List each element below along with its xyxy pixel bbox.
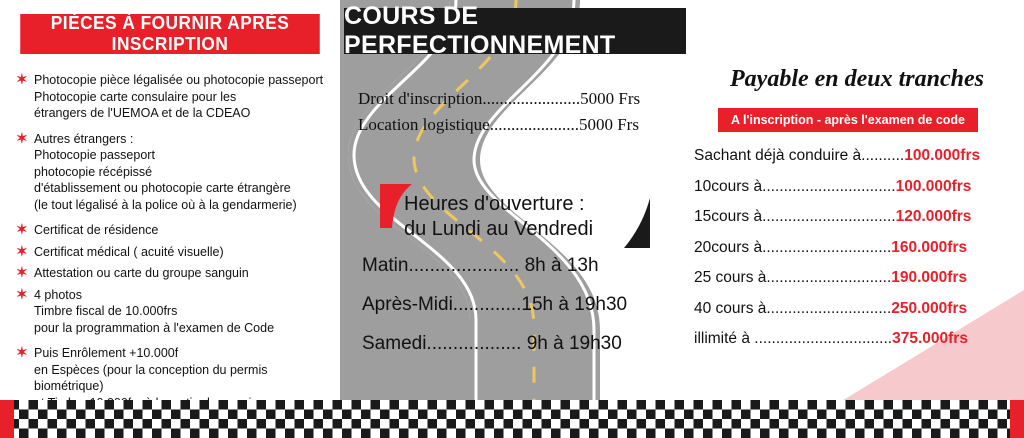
item-line: Photocopie passeport xyxy=(34,148,155,162)
star-icon: ✶ xyxy=(16,221,28,237)
price-amount: 190.000frs xyxy=(891,269,968,286)
item-line: Photocopie pièce légalisée ou photocopie passeport xyxy=(34,73,324,87)
item-line: Timbre fiscal de 10.000frs xyxy=(34,304,178,318)
middle-header: COURS DE PERFECTIONNEMENT xyxy=(344,8,686,54)
list-item xyxy=(16,131,332,214)
price-list xyxy=(694,148,1018,362)
hours-row: Samedi.................. 9h à 19h30 xyxy=(362,332,622,354)
right-subtitle: Payable en deux tranches xyxy=(730,66,984,92)
hours-row: Matin..................... 8h à 13h xyxy=(362,255,599,276)
item-line: Certificat médical ( acuité visuelle) xyxy=(34,244,224,259)
footer-left-red-cap xyxy=(0,400,14,438)
price-label: 20cours à.............................. xyxy=(694,238,892,256)
item-line: Certificat de résidence xyxy=(34,223,159,237)
star-icon: ✶ xyxy=(16,285,28,302)
price-amount: 250.000frs xyxy=(891,299,968,317)
item-line: pour la programmation à l'examen de Code xyxy=(34,320,275,335)
left-requirements-list xyxy=(16,72,332,420)
item-line: photocopie récépissé xyxy=(34,164,153,179)
fees-list xyxy=(358,86,688,137)
price-label: illimité à ................................ xyxy=(694,330,893,347)
item-line: 4 photos xyxy=(34,287,82,302)
checkered-footer xyxy=(0,400,1024,438)
price-row xyxy=(694,331,1018,347)
star-icon: ✶ xyxy=(16,71,28,87)
item-line: d'établissement ou photocopie carte étrangère xyxy=(34,181,291,195)
opening-hours-list xyxy=(362,256,682,373)
item-line: Autres étrangers : xyxy=(34,131,134,146)
price-row xyxy=(694,148,1018,164)
price-label: 10cours à............................... xyxy=(694,177,896,195)
hours-title-line-1: Heures d'ouverture : xyxy=(404,193,585,215)
hours-title-line-2: du Lundi au Vendredi xyxy=(404,218,594,240)
price-label: 15cours à............................... xyxy=(694,208,896,225)
price-amount: 160.000frs xyxy=(891,238,968,256)
price-row xyxy=(694,301,1018,317)
footer-right-red-cap xyxy=(1010,400,1024,438)
price-amount: 375.000frs xyxy=(892,330,968,347)
star-icon: ✶ xyxy=(16,242,28,259)
price-row xyxy=(694,240,1018,256)
price-row xyxy=(694,209,1018,225)
item-line: Puis Enrôlement +10.000f xyxy=(34,346,179,360)
price-amount: 120.000frs xyxy=(895,208,972,225)
price-amount: 100.000frs xyxy=(904,147,981,164)
price-amount: 100.000frs xyxy=(895,177,972,195)
price-row xyxy=(694,179,1018,195)
left-panel xyxy=(0,0,340,438)
fee-row: Location logistique.....................5000 Frs xyxy=(358,114,639,134)
item-line: étrangers de l'UEMOA et de la CDEAO xyxy=(34,106,251,120)
item-line: en Espèces (pour la conception du permis biométrique) xyxy=(34,362,268,393)
black-corner-icon xyxy=(620,198,654,248)
left-header: PIÈCES À FOURNIR APRÈS INSCRIPTION xyxy=(20,14,320,54)
item-line: Attestation ou carte du groupe sanguin xyxy=(34,266,249,280)
star-icon: ✶ xyxy=(16,264,28,280)
star-icon: ✶ xyxy=(16,129,28,146)
hours-row: Après-Midi.............15h à 19h30 xyxy=(362,293,628,315)
item-line: Photocopie carte consulaire pour les xyxy=(34,89,237,104)
list-item xyxy=(16,244,332,261)
price-label: 40 cours à............................. xyxy=(694,299,892,317)
corner-shape xyxy=(620,198,654,250)
list-item xyxy=(16,72,332,122)
list-item xyxy=(16,287,332,337)
price-label: Sachant déjà conduire à.......... xyxy=(694,147,905,164)
star-icon: ✶ xyxy=(16,344,28,360)
item-line: (le tout légalisé à la police où à la gendarmerie) xyxy=(34,197,297,212)
payment-badge: A l'inscription - après l'examen de code xyxy=(718,108,978,132)
fee-row: Droit d'inscription.......................5000 Frs xyxy=(358,89,641,108)
list-item xyxy=(16,222,332,239)
price-row xyxy=(694,270,1018,286)
price-label: 25 cours à............................. xyxy=(694,269,892,286)
list-item xyxy=(16,265,332,282)
